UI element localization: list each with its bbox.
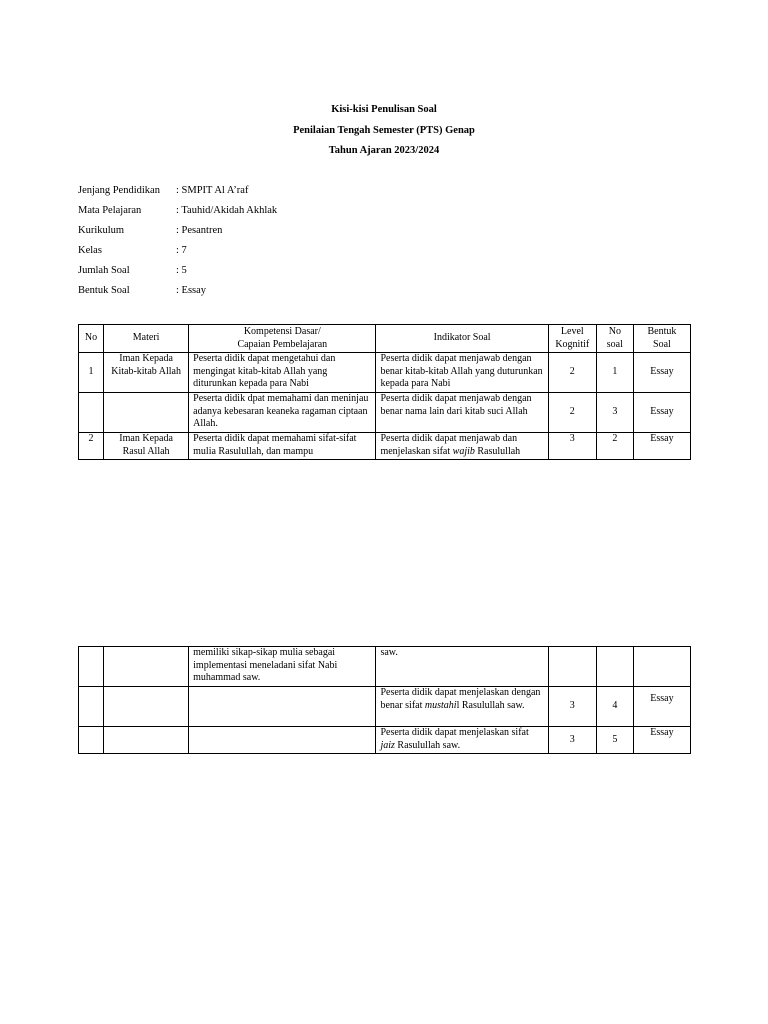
- cell-no: 2: [79, 433, 104, 460]
- header-kompetensi: [189, 325, 376, 353]
- cell-materi: Iman Kepada Rasul Allah: [104, 433, 189, 460]
- cell-indikator: saw.: [376, 647, 548, 687]
- info-label: Jenjang Pendidikan: [78, 185, 160, 196]
- cell-no: [79, 727, 104, 754]
- table-row: [79, 353, 691, 393]
- title-line-1: Kisi-kisi Penulisan Soal: [331, 104, 437, 115]
- cell-indikator: [376, 687, 548, 727]
- indikator-text: Peserta didik dapat menjelaskan dengan benar sifat: [380, 687, 541, 711]
- cell-no-soal: 5: [596, 727, 633, 754]
- header-bentuk-line1: Bentuk: [647, 326, 677, 337]
- cell-kompetensi: Peserta didik dapat memahami sifat-sifat mulia Rasulullah, dan mampu: [189, 433, 376, 460]
- header-no-soal-line1: No: [608, 326, 621, 337]
- cell-bentuk: [633, 647, 690, 687]
- cell-no: [79, 687, 104, 727]
- header-no-soal: [596, 325, 633, 353]
- indikator-text: l Rasulullah saw.: [456, 699, 525, 711]
- cell-bentuk: Essay: [633, 687, 690, 727]
- header-no-soal-line2: soal: [606, 338, 623, 350]
- cell-no: [79, 393, 104, 433]
- info-value: : 7: [176, 245, 187, 256]
- info-label: Kurikulum: [78, 225, 125, 236]
- header-level-line1: Level: [560, 326, 584, 337]
- cell-indikator: Peserta didik dapat menjawab dengan benar nama lain dari kitab suci Allah: [376, 393, 548, 433]
- info-row-kurikulum: [78, 224, 277, 244]
- cell-materi: [104, 687, 189, 727]
- cell-no: 1: [79, 353, 104, 393]
- cell-no-soal: 1: [596, 353, 633, 393]
- info-row-bentuk-soal: [78, 284, 277, 304]
- title-line-3: Tahun Ajaran 2023/2024: [328, 145, 440, 156]
- cell-no: [79, 647, 104, 687]
- kisi-kisi-table: [78, 324, 691, 460]
- info-label: Kelas: [78, 245, 102, 256]
- indikator-text: Rasulullah saw.: [394, 739, 461, 751]
- table-row: [79, 687, 691, 727]
- cell-no-soal: 3: [596, 393, 633, 433]
- header-materi: Materi: [104, 325, 189, 353]
- title-line-2: Penilaian Tengah Semester (PTS) Genap: [293, 124, 475, 136]
- cell-no-soal: [596, 647, 633, 687]
- indikator-italic: jaiz: [380, 739, 395, 751]
- cell-materi: Iman Kepada Kitab-kitab Allah: [104, 353, 189, 393]
- header-kompetensi-line2: Capaian Pembelajaran: [237, 338, 328, 350]
- header-no: No: [79, 325, 104, 353]
- cell-level: 3: [548, 687, 596, 727]
- cell-indikator: Peserta didik dapat menjawab dengan benar kitab-kitab Allah yang duturunkan kepada para Nabi: [376, 353, 548, 393]
- indikator-italic: wajib: [452, 445, 475, 457]
- cell-level: 2: [548, 353, 596, 393]
- cell-materi: [104, 393, 189, 433]
- info-row-jenjang: [78, 184, 277, 204]
- cell-kompetensi: memiliki sikap-sikap mulia sebagai implementasi meneladani sifat Nabi muhammad saw.: [189, 647, 376, 687]
- table-header-row: [79, 325, 691, 353]
- info-value: : SMPIT Al A’raf: [176, 185, 249, 196]
- cell-level: 3: [548, 727, 596, 754]
- table-row: [79, 647, 691, 687]
- table-row: [79, 727, 691, 754]
- info-row-mapel: [78, 204, 277, 224]
- cell-level: 3: [548, 433, 596, 460]
- cell-indikator: [376, 433, 548, 460]
- kisi-kisi-table-continued: [78, 646, 691, 754]
- table-row: [79, 433, 691, 460]
- header-level: [548, 325, 596, 353]
- info-label: Jumlah Soal: [78, 265, 130, 276]
- indikator-text: Peserta didik dapat menjawab dan menjelaskan sifat: [380, 433, 518, 457]
- document-title: [0, 103, 768, 165]
- indikator-text: Peserta didik dapat menjelaskan sifat: [380, 727, 529, 738]
- info-row-jumlah-soal: [78, 264, 277, 284]
- header-bentuk: [633, 325, 690, 353]
- cell-kompetensi: [189, 727, 376, 754]
- header-bentuk-line2: Soal: [653, 338, 671, 350]
- header-kompetensi-line1: Kompetensi Dasar/: [243, 326, 321, 337]
- cell-no-soal: 2: [596, 433, 633, 460]
- cell-level: 2: [548, 393, 596, 433]
- cell-bentuk: Essay: [633, 727, 690, 754]
- table-row: [79, 393, 691, 433]
- cell-kompetensi: [189, 687, 376, 727]
- info-label: Bentuk Soal: [78, 285, 130, 296]
- indikator-italic: mustahi: [424, 699, 457, 711]
- cell-no-soal: 4: [596, 687, 633, 727]
- cell-materi: [104, 727, 189, 754]
- cell-materi: [104, 647, 189, 687]
- cell-kompetensi: Peserta didik dapat mengetahui dan mengingat kitab-kitab Allah yang diturunkan kepada para Nabi: [189, 353, 376, 393]
- cell-bentuk: Essay: [633, 433, 690, 460]
- info-value: : Essay: [176, 285, 207, 296]
- cell-indikator: [376, 727, 548, 754]
- cell-bentuk: Essay: [633, 393, 690, 433]
- info-value: : Pesantren: [176, 225, 223, 236]
- cell-kompetensi: Peserta didik dpat memahami dan meninjau adanya kebesaran keaneka ragaman ciptaan Allah.: [189, 393, 376, 433]
- header-level-line2: Kognitif: [555, 338, 590, 350]
- info-value: : 5: [176, 265, 187, 276]
- cell-bentuk: Essay: [633, 353, 690, 393]
- header-indikator: Indikator Soal: [376, 325, 548, 353]
- info-value: : Tauhid/Akidah Akhlak: [176, 205, 278, 216]
- info-label: Mata Pelajaran: [78, 205, 142, 216]
- info-section: [78, 184, 277, 304]
- indikator-text: Rasulullah: [474, 445, 521, 457]
- info-row-kelas: [78, 244, 277, 264]
- cell-level: [548, 647, 596, 687]
